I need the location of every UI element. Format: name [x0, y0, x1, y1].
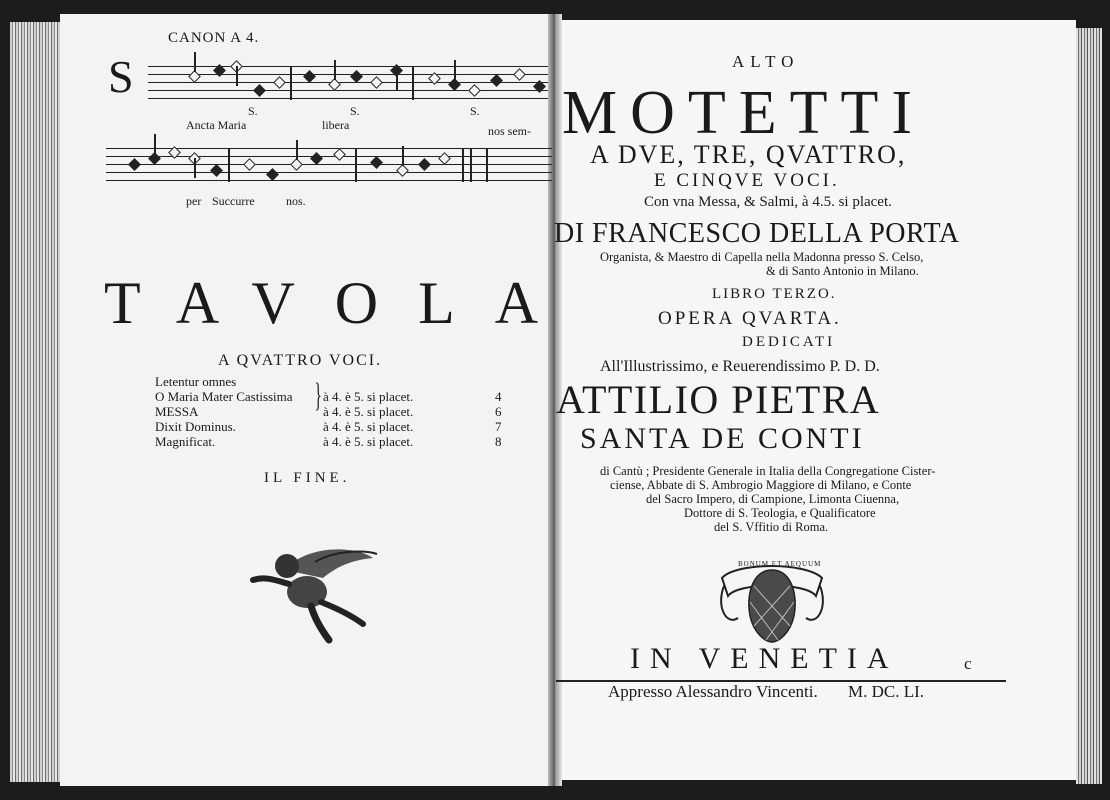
book-number: LIBRO TERZO.	[712, 286, 837, 302]
printer-emblem-icon	[716, 556, 828, 646]
table-title: Letentur omnes	[155, 374, 237, 389]
place-of-publication: IN VENETIA	[630, 642, 899, 675]
table-title: Magnificat.	[155, 434, 216, 449]
printer-name: Appresso Alessandro Vincenti.	[608, 682, 818, 701]
table-page: 8	[495, 434, 502, 449]
signature-mark: c	[964, 654, 972, 673]
page-edges-right	[1076, 28, 1102, 784]
table-page: 6	[495, 404, 502, 419]
subtitle-messa: Con vna Messa, & Salmi, à 4.5. si placet.	[644, 194, 892, 210]
subtitle-cinque: E CINQVE VOCI.	[654, 170, 840, 191]
lyric-libera: libera	[322, 118, 350, 132]
lyric-s-1: S.	[248, 104, 258, 118]
emblem-motto: BONUM ET AEQUUM	[738, 560, 822, 568]
table-page: 4	[495, 389, 502, 404]
table-title: O Maria Mater Castissima	[155, 389, 293, 404]
initial-letter: S	[108, 51, 134, 102]
table-voices: à 4. è 5. si placet.	[323, 419, 414, 434]
composer-role: Organista, & Maestro di Capella nella Madonna presso S. Celso,	[600, 250, 924, 264]
section-heading: A QVATTRO VOCI.	[218, 352, 383, 369]
brace: }	[314, 377, 322, 414]
subtitle-voices: A DVE, TRE, QVATTRO,	[590, 140, 907, 169]
tavola-heading: TAVOLA	[104, 270, 579, 336]
dedicatee-name: ATTILIO PIETRA	[556, 377, 881, 422]
table-title: MESSA	[155, 404, 199, 419]
dedicatee-desc-3: del Sacro Impero, di Campione, Limonta Ciuenna,	[646, 492, 900, 506]
table-voices: à 4. è 5. si placet.	[323, 404, 414, 419]
lyric-nos: nos.	[286, 194, 306, 208]
dedicatee-surname: SANTA DE CONTI	[580, 422, 865, 455]
table-voices: à 4. è 5. si placet.	[323, 389, 414, 404]
opus-number: OPERA QVARTA.	[658, 308, 842, 329]
lyric-s-3: S.	[470, 104, 480, 118]
table-voices: à 4. è 5. si placet.	[323, 434, 414, 449]
end-text: IL FINE.	[264, 470, 351, 486]
voice-part: ALTO	[732, 52, 800, 71]
dedicatee-desc-4: Dottore di S. Teologia, e Qualificatore	[684, 506, 876, 520]
dedicatee-desc-1: di Cantù ; Presidente Generale in Italia della Congregatione Cister-	[600, 464, 936, 478]
lyric-per: per	[186, 194, 202, 208]
dedicatee-desc-2: ciense, Abbate di S. Ambrogio Maggiore di Milano, e Conte	[610, 478, 912, 492]
page-edges-left	[10, 22, 62, 782]
left-page	[60, 14, 552, 786]
table-page: 7	[495, 419, 502, 434]
composer-place: & di Santo Antonio in Milano.	[766, 264, 919, 278]
canon-title: CANON A 4.	[168, 30, 260, 46]
lyric-nos-sem: nos sem-	[488, 124, 531, 138]
table-title: Dixit Dominus.	[155, 419, 236, 434]
lyric-s-2: S.	[350, 104, 360, 118]
dedicated-label: DEDICATI	[742, 334, 836, 350]
composer-name: DI FRANCESCO DELLA PORTA	[554, 218, 960, 249]
lyric-succurre: Succurre	[212, 194, 255, 208]
dedicatee-desc-5: del S. Vffitio di Roma.	[714, 520, 829, 534]
staff-lines	[148, 66, 548, 100]
main-title: MOTETTI	[562, 79, 926, 147]
lyric-ancta-maria: Ancta Maria	[186, 118, 247, 132]
dedication-line: All'Illustrissimo, e Reuerendissimo P. D. D.	[600, 358, 880, 375]
cherub-ornament-icon	[245, 540, 380, 645]
publication-year: M. DC. LI.	[848, 682, 925, 701]
